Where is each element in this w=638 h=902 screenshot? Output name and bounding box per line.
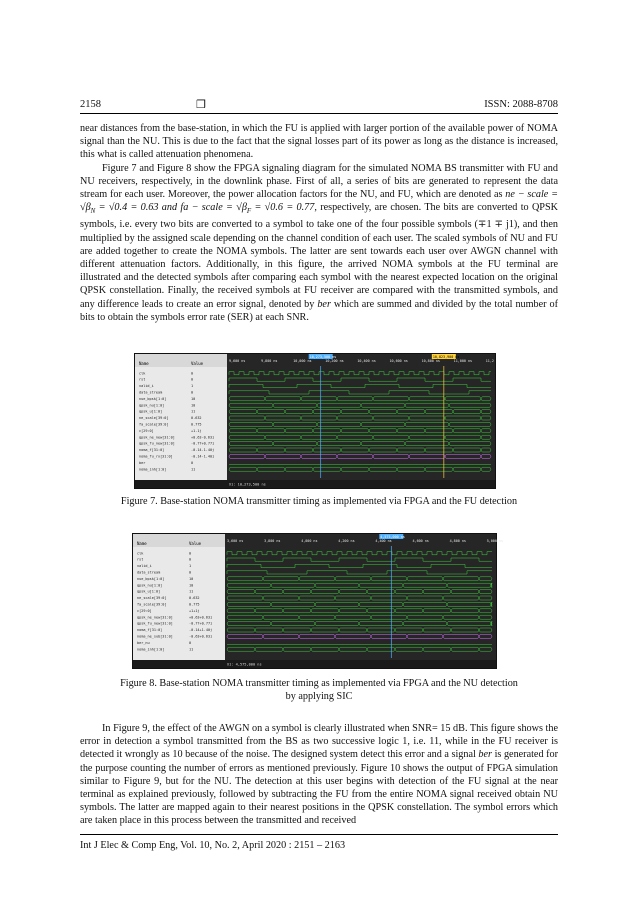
time-tick-label: 11,2 <box>485 359 494 363</box>
ne-scale-formula: ne − scale = $√\beta_N = √0.4 = 0.63$ and fa − scale = $√\beta_F = √0.6 = 0.77$ <box>80 189 558 216</box>
signal-name: clk <box>137 551 144 556</box>
signal-list-header <box>135 354 227 367</box>
signal-name: c[29:0] <box>139 428 154 433</box>
figure-7-waveform <box>135 354 495 488</box>
body-text-bottom <box>80 722 558 828</box>
signal-name: noma_f[31:0] <box>137 628 163 633</box>
status-bar <box>133 660 496 668</box>
signal-value: 1 <box>191 384 194 389</box>
footer-rule <box>80 834 558 835</box>
signal-value: +0.63-0.63j <box>191 435 215 440</box>
paragraph-2: Figure 7 and Figure 8 show the FPGA signaling diagram for the simulated NOMA BS transmitter with FU and NU receivers, respectively, in the downlink phase. First of all, a series of bits are generated to represent the data stream for each user. Moreover, the power allocation factors for the NU, and FU, which are denoted as ne − scale = $√\beta_N = √0.4 = 0.63$ and fa − scale = $√\beta_F = √0.6 = 0.77$, respectively, are chosen. The bits are converted to QPSK symbols, i.e. every two bits are converted to a symbol to take one of the four possible symbols (∓1 ∓ j1), and then multiplied by the assigned scale depending on the channel condition of each user. The scaled symbols of NU and FU are added together to create the NOMA symbols. The latter are sent towards each user over AWGN channel with different attenuation factors. Additionally, in this figure, the arrived NOMA symbols at the FU terminal are illustrated and the detected symbols after comparing each symbol with the nearest expected location on the original QPSK constellation. Finally, the received symbols at FU receiver are compared with the transmitted symbols, and any difference leads to create an error signal, denoted by ber which are summed and divided by the total number of bits to obtain the symbols error rate (SER) at each SNR. <box>80 162 559 323</box>
signal-value: 0.632 <box>189 596 200 601</box>
signal-value: 0.775 <box>189 602 200 607</box>
time-tick-label: 4,800 ns <box>449 539 466 543</box>
figure-8-waveform <box>133 534 504 668</box>
signal-value: -0.14-1.40j <box>191 454 215 459</box>
signal-name: noma_fu_rx[31:0] <box>139 454 173 459</box>
issn: ISSN: 2088-8708 <box>484 99 558 110</box>
signal-value: 0 <box>189 557 192 562</box>
signal-name: nue_bpsk[1:0] <box>139 396 167 401</box>
status-bar <box>135 480 495 488</box>
signal-name: fa_scale[39:0] <box>137 602 167 607</box>
time-tick-label: 3,800 ns <box>264 539 281 543</box>
figure-8-image <box>132 533 504 669</box>
signal-value: 11 <box>191 409 196 414</box>
time-tick-label: 9,600 ns <box>229 359 246 363</box>
body-text-top <box>80 122 558 324</box>
figure-7-image <box>134 353 496 489</box>
figure-8-caption: Figure 8. Base-station NOMA transmitter timing as implemented via FPGA and the NU detection by applying SIC <box>120 678 518 702</box>
status-text: X1: 4,575,000 ns <box>227 662 262 667</box>
signal-name: ber <box>139 460 146 465</box>
signal-name: rst <box>139 377 146 382</box>
signal-name: rst <box>137 557 144 562</box>
signal-name: valid_i <box>137 564 152 569</box>
signal-name: clk <box>139 371 146 376</box>
signal-list-header <box>133 534 225 547</box>
signal-value: -0.63+0.63j <box>189 634 213 639</box>
signal-value: 11 <box>189 589 194 594</box>
signal-value: 0 <box>189 551 192 556</box>
signal-name: fa_scale[39:0] <box>139 422 169 427</box>
signal-name: nue_bpsk[1:0] <box>137 576 165 581</box>
signal-value: 10 <box>189 583 194 588</box>
signal-value: -0.77+0.77j <box>191 441 215 446</box>
signal-name: qpsk_u[1:0] <box>137 589 161 594</box>
signal-name: data_stream <box>137 570 161 575</box>
signal-name: data_stream <box>139 390 163 395</box>
time-tick-label: 4,200 ns <box>338 539 355 543</box>
signal-value: 11 <box>189 647 194 652</box>
signal-value: 10 <box>191 403 196 408</box>
time-tick-label: 10,600 ns <box>389 359 408 363</box>
paragraph-3: In Figure 9, the effect of the AWGN on a symbol is clearly illustrated when SNR= 15 dB. This figure shows the error in detection a symbol transmitted from the BS as two successive logic 1, i.e. 11, while in the FU receiver is detected it wrongly as 10 because of the noise. The designed system detect this error and a signal ber is generated for the purpose counting the number of errors as mentioned previously. Figure 10 shows the output of FPGA simulation similar to Figure 9, but for the NU. The detection at this user begins with detection of the FU signal at the near terminal as explained previously, followed by subtracting the FU from the entire NOMA signal received obtain NU symbols. The latter are mapped again to their nearest positions in the QPSK constellation. The symbol errors which are taken place in this process between the transmitted and received <box>80 723 558 827</box>
page-number: 2158 <box>80 99 101 110</box>
cursor-label: 4,575,000 ns <box>380 535 405 539</box>
time-tick-label: 4,000 ns <box>301 539 318 543</box>
signal-name: ber_nu <box>137 640 150 645</box>
signal-value: 0 <box>191 460 194 465</box>
paragraph-1: near distances from the base-station, in which the FU is applied with larger portion of the available power of NOMA signal than the NU. This is due to the fact that the signal losses part of its power as long as the distance is increased, this what is called attenuation phenomena. <box>80 123 558 161</box>
signal-value: 0.632 <box>191 416 202 421</box>
signal-value: -0.77+0.77j <box>189 621 213 626</box>
time-tick-label: 4,600 ns <box>412 539 429 543</box>
signal-value: 0 <box>189 640 192 645</box>
signal-name: ne_scale[39:0] <box>139 416 169 421</box>
signal-name: valid_i <box>139 384 154 389</box>
time-tick-label: 10,200 ns <box>325 359 344 363</box>
second-cursor-label: 10,823,900 ns <box>432 355 460 359</box>
column-value-header: Value <box>189 541 202 546</box>
signal-name: noma_ne_sub[31:0] <box>137 634 173 639</box>
column-value-header: Value <box>191 361 204 366</box>
signal-name: qpsk_ne_new[31:0] <box>139 435 175 440</box>
signal-name: qpsk_nu[1:0] <box>139 403 165 408</box>
signal-name: qpsk_ne_new[31:0] <box>137 615 173 620</box>
time-tick-label: 3,600 ns <box>227 539 244 543</box>
time-tick-label: 11,000 ns <box>453 359 473 363</box>
signal-name: noma_inh[1:0] <box>137 647 165 652</box>
signal-value: 10 <box>191 396 196 401</box>
column-name-header: Name <box>137 541 147 546</box>
signal-name: qpsk_nu[1:0] <box>137 583 163 588</box>
signal-name: noma_inh[1:0] <box>139 467 167 472</box>
time-tick-label: 10,800 ns <box>421 359 440 363</box>
signal-value: +0.63+0.63j <box>189 615 213 620</box>
time-tick-label: 10,400 ns <box>357 359 376 363</box>
ber-symbol-2: ber <box>478 749 492 761</box>
page-footer: Int J Elec & Comp Eng, Vol. 10, No. 2, April 2020 : 2151 – 2163 <box>80 840 346 851</box>
time-tick-label: 4,400 ns <box>375 539 392 543</box>
signal-name: noma_f[31:0] <box>139 448 165 453</box>
signal-value: 0.775 <box>191 422 202 427</box>
signal-value: +1+1j <box>189 608 200 613</box>
signal-value: 0 <box>191 390 194 395</box>
signal-value: +1-1j <box>191 428 202 433</box>
signal-name: qpsk_fu_new[31:0] <box>139 441 175 446</box>
signal-name: qpsk_u[1:0] <box>139 409 163 414</box>
signal-name: c[29:0] <box>137 608 152 613</box>
status-text: X1: 10,273,500 ns <box>229 482 266 487</box>
figure-7-caption: Figure 7. Base-station NOMA transmitter timing as implemented via FPGA and the FU detection <box>120 496 518 507</box>
signal-value: 0 <box>191 377 194 382</box>
signal-name: ne_scale[39:0] <box>137 596 167 601</box>
signal-name: qpsk_fu_new[31:0] <box>137 621 173 626</box>
signal-value: -0.14+1.40j <box>189 628 213 633</box>
column-name-header: Name <box>139 361 149 366</box>
signal-value: 0 <box>191 371 194 376</box>
signal-value: 11 <box>191 467 196 472</box>
signal-value: 10 <box>189 576 194 581</box>
signal-value: -0.14-1.40j <box>191 448 215 453</box>
time-tick-label: 9,800 ns <box>261 359 278 363</box>
time-tick-label: 5,000 ns <box>486 539 504 543</box>
cursor-label: 10,273,500 ns <box>309 355 337 359</box>
signal-value: 0 <box>189 570 192 575</box>
header-box-symbol: ❒ <box>196 99 206 111</box>
signal-value: 1 <box>189 564 192 569</box>
time-tick-label: 10,000 ns <box>293 359 312 363</box>
header-rule <box>80 113 558 114</box>
ber-symbol: ber <box>317 298 331 310</box>
